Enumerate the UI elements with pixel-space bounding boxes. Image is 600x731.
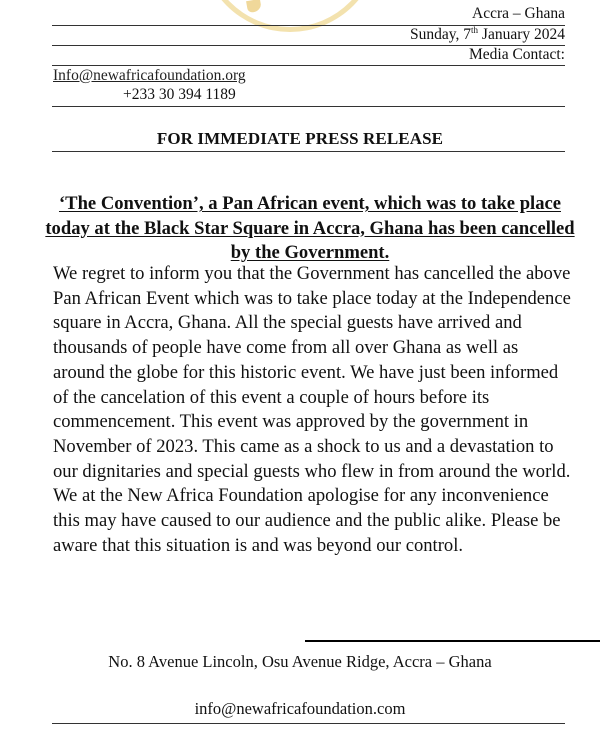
date-day: Sunday, 7 [410, 26, 472, 43]
footer-divider [305, 640, 600, 642]
media-contact-label: Media Contact: [469, 46, 565, 63]
title-divider [52, 151, 565, 152]
body-paragraph: We regret to inform you that the Government has cancelled the above Pan African Event which was to take place today at the Independence square in Accra, Ghana. All the special guests have arrived and thousands of people have come from all over Ghana as well as around the globe for this historic event. We have just been informed of the cancelation of this event a couple of hours before its commencement. This event was approved by the government in November of 2023. This came as a shock to us and a devastation to our dignitaries and special guests who flew in from around the world. [53, 263, 571, 482]
footer-address: No. 8 Avenue Lincoln, Osu Avenue Ridge, Accra – Ghana [108, 652, 492, 671]
header-divider [52, 65, 565, 66]
contact-email-link[interactable]: Info@newafricafoundation.org [53, 67, 246, 84]
body-paragraph: We at the New Africa Foundation apologise for any inconvenience this may have caused to our audience and the public alike. Please be aware that this situation is and was beyond our control. [53, 485, 561, 556]
headline: ‘The Convention’, a Pan African event, which was to take place today at the Black Star Square in Accra, Ghana has been cancelled by the Government. [45, 193, 575, 263]
logo-watermark-icon [200, 0, 380, 32]
release-label: FOR IMMEDIATE PRESS RELEASE [156, 129, 444, 148]
footer-divider [52, 723, 565, 724]
header-location: Accra – Ghana [472, 5, 565, 22]
contact-phone: +233 30 394 1189 [123, 86, 236, 103]
header-divider [52, 106, 565, 107]
date-month-year: January 2024 [478, 26, 565, 43]
date-suffix: th [471, 25, 479, 35]
header-date [410, 26, 565, 44]
body-text [53, 262, 573, 558]
footer-email-link[interactable]: info@newafricafoundation.com [194, 699, 406, 718]
